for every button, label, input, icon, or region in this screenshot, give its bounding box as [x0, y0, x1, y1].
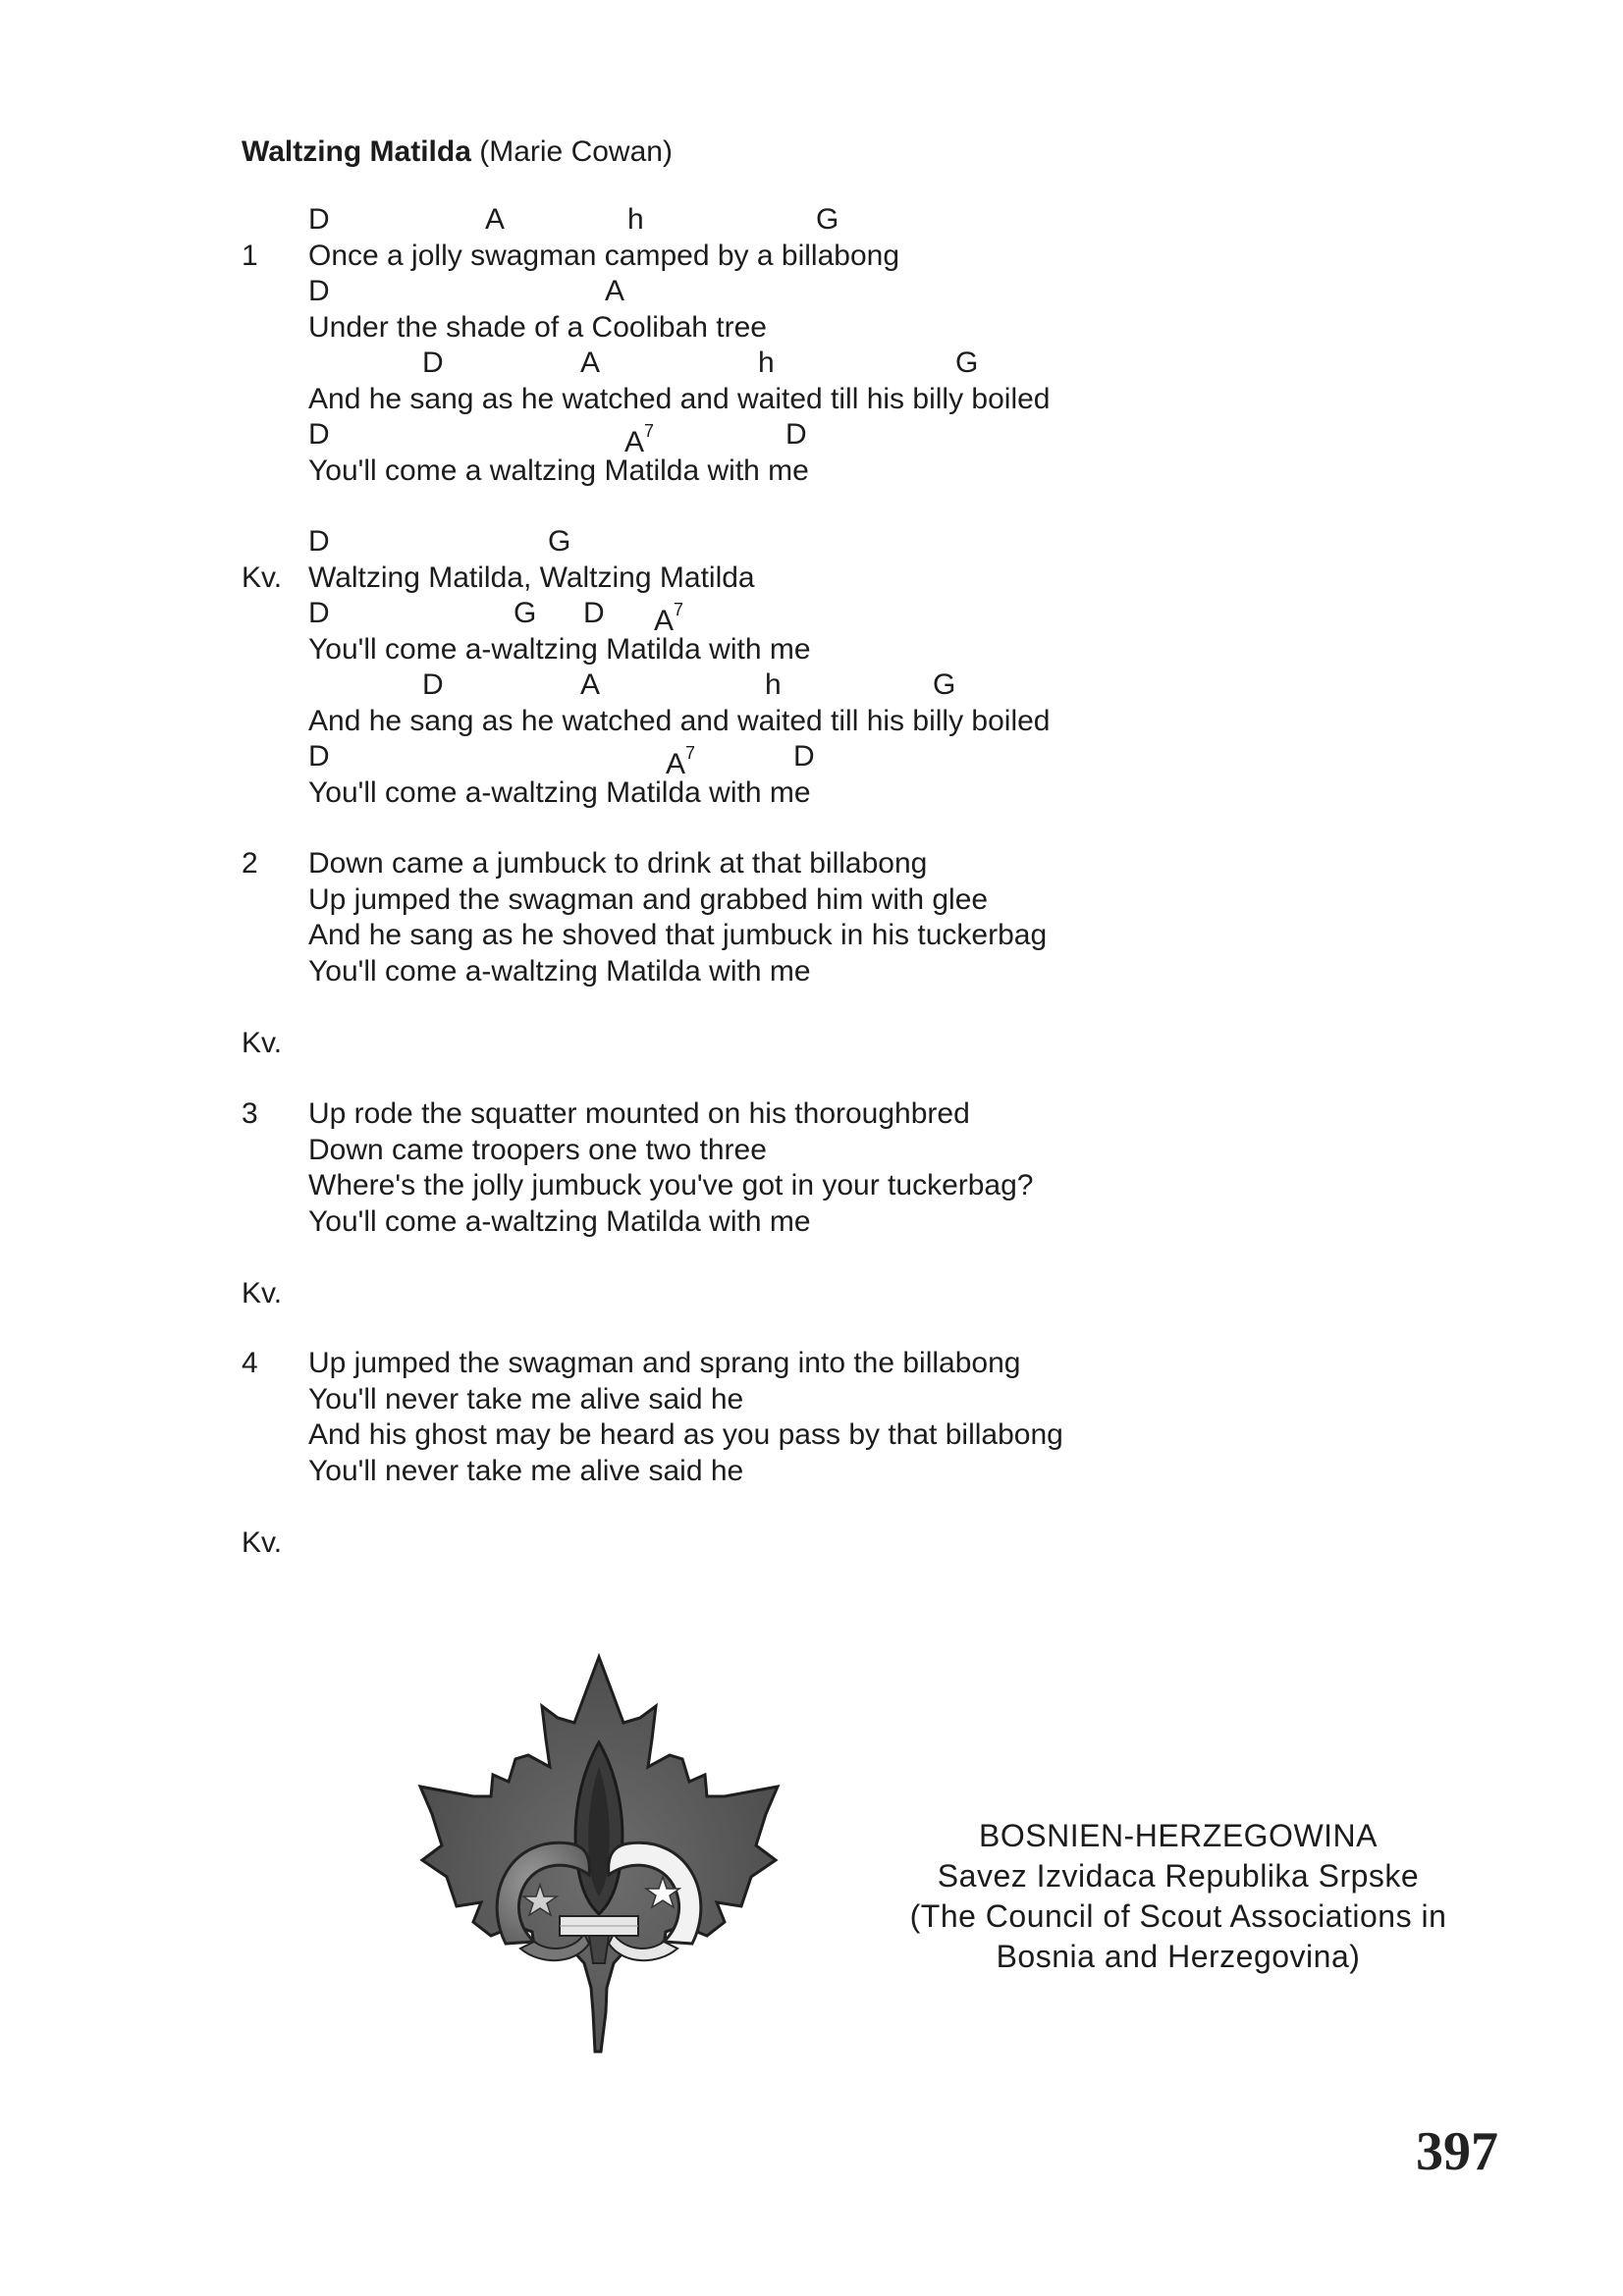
- chord-row: [242, 596, 1223, 637]
- verse-4: [242, 1346, 1223, 1489]
- lyric-line: You'll come a waltzing Matilda with me: [308, 454, 809, 487]
- lyric-row: [242, 704, 1223, 740]
- chord-superscript: 7: [685, 743, 696, 763]
- lyric-line: You'll come a-waltzing Matilda with me: [308, 1204, 811, 1238]
- song-title: Waltzing Matilda: [242, 135, 471, 168]
- chord: D: [308, 203, 330, 236]
- lyric-line: And he sang as he watched and waited till his billy boiled: [308, 382, 1051, 415]
- lyric-line: Down came a jumbuck to drink at that billabong: [308, 847, 928, 880]
- verse-2: [242, 846, 1223, 989]
- lyric-line: Under the shade of a Coolibah tree: [308, 310, 767, 344]
- chord: A: [580, 347, 601, 379]
- chord: D: [308, 525, 330, 558]
- lyric-row: [242, 1346, 1223, 1382]
- lyric-row: [242, 918, 1223, 954]
- chord-row: [242, 739, 1223, 780]
- lyric-row: [242, 561, 1223, 597]
- chord-row: [242, 524, 1223, 561]
- chord: h: [765, 668, 782, 701]
- chord: A: [605, 275, 625, 307]
- lyric-line: Up jumped the swagman and sprang into the billabong: [308, 1347, 1021, 1379]
- chord: A: [580, 668, 601, 701]
- chord: h: [758, 347, 775, 379]
- chord: D: [583, 597, 605, 629]
- chord: A: [624, 426, 645, 458]
- chord: A: [666, 748, 686, 780]
- chord: G: [933, 668, 956, 701]
- lyric-line: You'll never take me alive said he: [308, 1454, 744, 1487]
- lyric-row: [242, 1133, 1223, 1169]
- association-name-english: (The Council of Scout Associations in: [909, 1898, 1447, 1934]
- chorus-label: Kv.: [242, 561, 283, 594]
- chord: D: [308, 418, 330, 451]
- chord: D: [793, 740, 815, 773]
- chord: D: [308, 597, 330, 629]
- verse-number: 4: [242, 1347, 258, 1379]
- lyric-line: Down came troopers one two three: [308, 1133, 767, 1166]
- chorus-ref: Kv.: [242, 1526, 283, 1559]
- lyric-row: [242, 1168, 1223, 1204]
- lyric-line: Once a jolly swagman camped by a billabong: [308, 239, 900, 272]
- chorus-ref: Kv.: [242, 1027, 283, 1059]
- chord-superscript: 7: [644, 421, 655, 441]
- chord: D: [422, 347, 444, 379]
- page-number: 397: [1416, 2121, 1498, 2182]
- verse-number: 1: [242, 239, 258, 272]
- lyric-row: [242, 1417, 1223, 1454]
- association-name: Savez Izvidaca Republika Srpske: [937, 1858, 1420, 1894]
- chord: A: [654, 605, 675, 637]
- chord-row: [242, 417, 1223, 458]
- lyric-row: [242, 1382, 1223, 1418]
- lyric-line: Up rode the squatter mounted on his thoroughbred: [308, 1097, 970, 1130]
- chord: G: [816, 203, 839, 236]
- chord: G: [955, 347, 979, 379]
- lyric-line: Up jumped the swagman and grabbed him with glee: [308, 882, 989, 916]
- lyric-row: [242, 382, 1223, 418]
- lyric-row: [242, 1454, 1223, 1490]
- association-country: BOSNIEN-HERZEGOWINA: [979, 1818, 1378, 1853]
- lyric-line: And his ghost may be heard as you pass by that billabong: [308, 1418, 1063, 1451]
- chord: D: [785, 418, 807, 451]
- lyric-row: [242, 1096, 1223, 1133]
- lyric-line: You'll come a-waltzing Matilda with me: [308, 632, 811, 666]
- chord: D: [308, 740, 330, 773]
- chord: G: [514, 597, 537, 629]
- chord-row: [242, 274, 1223, 310]
- lyric-row: [242, 1204, 1223, 1241]
- lyric-line: Waltzing Matilda, Waltzing Matilda: [308, 561, 755, 594]
- lyric-row: [242, 632, 1223, 668]
- lyric-row: [242, 954, 1223, 990]
- lyric-row: [242, 310, 1223, 347]
- chord: h: [627, 203, 644, 236]
- chord-row: [242, 346, 1223, 382]
- lyric-line: And he sang as he watched and waited till his billy boiled: [308, 704, 1051, 737]
- chorus-ref: Kv.: [242, 1277, 283, 1309]
- lyric-line: Where's the jolly jumbuck you've got in your tuckerbag?: [308, 1169, 1034, 1201]
- chorus: [242, 524, 1223, 811]
- song-author: (Marie Cowan): [479, 135, 673, 168]
- association-info: [844, 1816, 1512, 1977]
- lyric-line: You'll never take me alive said he: [308, 1382, 744, 1415]
- verse-number: 2: [242, 847, 258, 880]
- chord-superscript: 7: [674, 600, 684, 619]
- lyric-row: [242, 454, 1223, 490]
- chord: D: [422, 668, 444, 701]
- chord: A: [485, 203, 506, 236]
- chord-row: [242, 667, 1223, 704]
- lyric-line: And he sang as he shoved that jumbuck in his tuckerbag: [308, 919, 1048, 951]
- lyric-row: [242, 846, 1223, 882]
- chord: G: [548, 525, 571, 558]
- lyric-row: [242, 239, 1223, 275]
- lyric-row: [242, 775, 1223, 812]
- chord: D: [308, 275, 330, 307]
- verse-number: 3: [242, 1097, 258, 1130]
- lyric-line: You'll come a-waltzing Matilda with me: [308, 775, 811, 809]
- lyric-line: You'll come a-waltzing Matilda with me: [308, 954, 811, 988]
- verse-3: [242, 1096, 1223, 1240]
- lyric-row: [242, 882, 1223, 919]
- verse-1: [242, 202, 1223, 489]
- scout-emblem-icon: [412, 1649, 785, 2101]
- association-name-english-cont: Bosnia and Herzegovina): [996, 1939, 1361, 1974]
- chord-row: [242, 202, 1223, 239]
- song-title-line: [242, 135, 673, 169]
